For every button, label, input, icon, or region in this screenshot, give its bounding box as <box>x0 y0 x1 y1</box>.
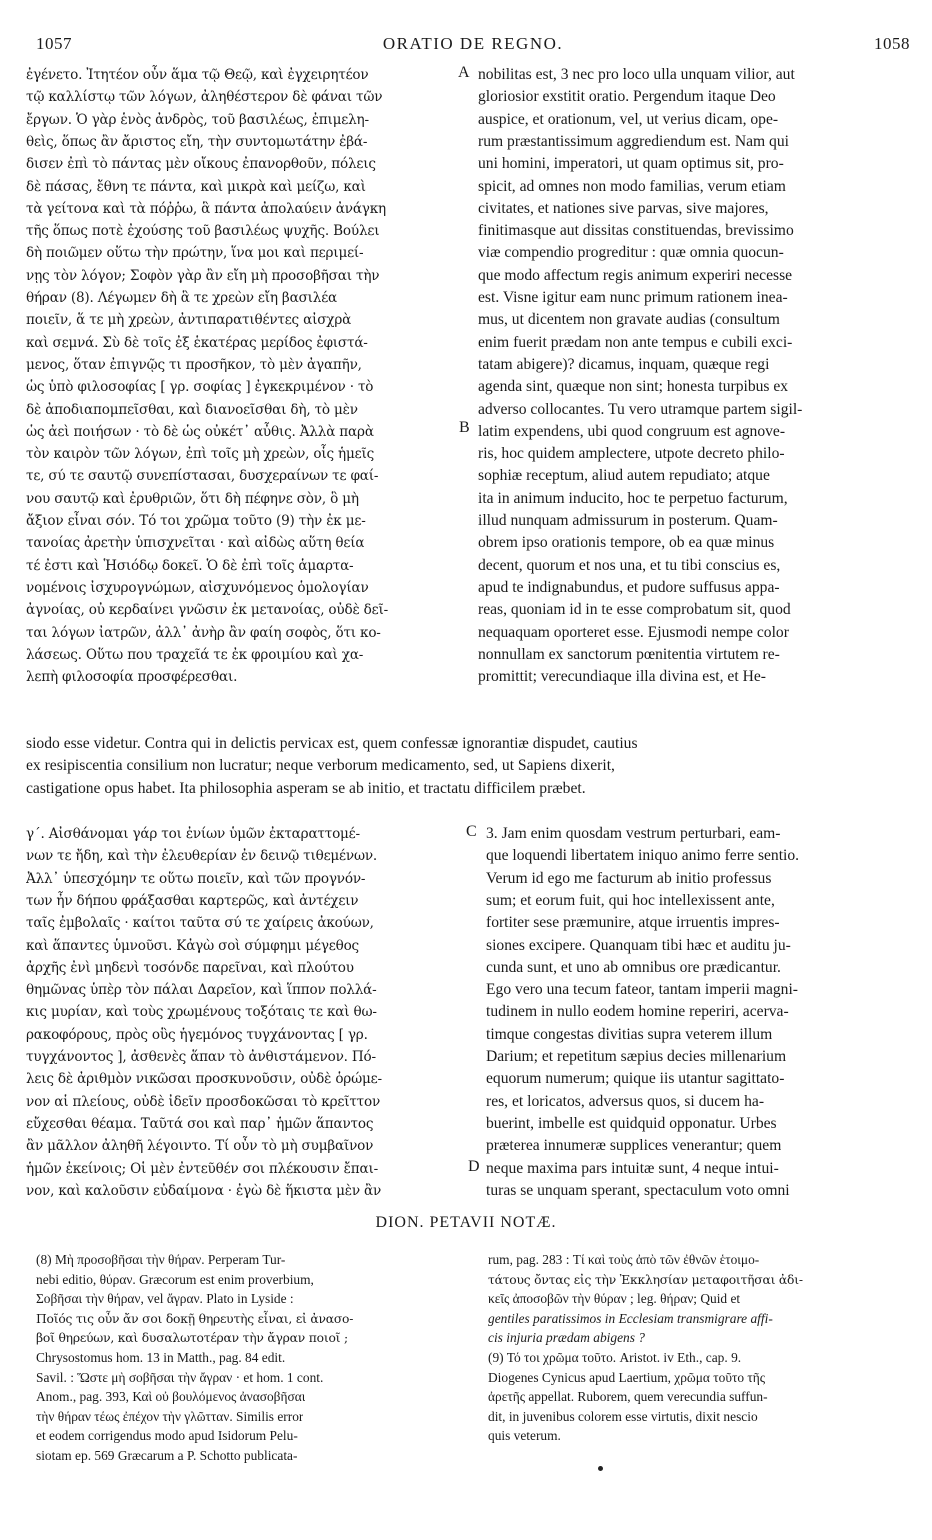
note-line: Savil. : Ὥστε μὴ σοβῆσαι τὴν ἄγραν · et hom. 1 cont. <box>36 1369 324 1385</box>
latin-line: præterea innumeræ supplices venerantur; quem <box>486 1137 782 1155</box>
latin-line: ita in animum inducito, hoc te perpetuo facturum, <box>478 489 788 507</box>
greek-line: κις μυρίαν, καὶ τοὺς χρωμένους τοξόταις τε καὶ θω- <box>26 1004 377 1021</box>
latin-line: agenda sint, quæque non sint; honesta turpibus ex <box>478 378 789 396</box>
latin-line: illud nunquam admissurum in posterum. Quam- <box>478 512 778 529</box>
latin-line: auspice, et orationum, vel, ut verius dicam, ope- <box>478 110 779 128</box>
latin-line: res, et loricatos, adversus quos, si ducem ha- <box>486 1092 765 1110</box>
latin-line: nobilitas est, 3 nec pro loco ulla unquam vilior, aut <box>478 66 795 83</box>
note-line: gentiles paratissimos in Ecclesiam transmigrare affi- <box>488 1310 773 1326</box>
latin-line: gloriosior exstitit oratio. Pergendum itaque Deo <box>478 88 776 106</box>
note-line: et eodem corrigendus modo apud Isidorum Pelu- <box>36 1428 298 1444</box>
latin-line: que loquendi libertatem iniquo animo ferre sentio. <box>486 847 800 865</box>
latin-line: cunda sunt, et uno ab omnibus ore prædicantur. <box>486 958 781 976</box>
greek-line: μενος, ὅταν ἐπιγνῷς τι προσῆκον, τὸ μὲν ἀγαπῆν, <box>26 356 362 373</box>
greek-line: ρακοφόρους, πρὸς οὓς ἡγεμόνος τυγχάνοντας [ γρ. <box>26 1026 368 1043</box>
greek-line: τὰ γείτονα καὶ τὰ πόῤῥω, ἃ πάντα ἀπολαύειν ἀνάγκη <box>26 200 386 217</box>
latin-line: est. Visne igitur eam nunc primum rationem inea- <box>478 289 788 306</box>
column-marker-b: B <box>459 419 470 436</box>
greek-line: θημῶνας ὑπὲρ τὸν πάλαι Δαρεῖον, καὶ ἵππον πολλά- <box>26 982 377 999</box>
latin-line: ris, hoc quidem amplectere, utpote decreto philo- <box>478 445 785 463</box>
latin-line: rum præstantissimum aggrediendum est. Nam qui <box>478 132 789 150</box>
greek-line: ἀρχῆς ἐνὶ μηδενὶ τοσόνδε παρεῖναι, καὶ πλούτου <box>26 959 354 976</box>
note-line: quis veterum. <box>488 1428 561 1444</box>
greek-line: καὶ ἅπαντες ὑμνοῦσι. Κἀγὼ σοὶ σύμφημι μέγεθος <box>26 937 359 954</box>
note-line: Ποῖός τις οὖν ἄν σοι δοκῇ θηρευτὴς εἶναι, εἰ ἀνασο- <box>36 1311 354 1326</box>
latin-line: viæ compendio progreditur : quæ omnia quocun- <box>478 244 784 262</box>
note-line: Diogenes Cynicus apud Laertium, χρῶμα τοῦτο τῆς <box>488 1369 766 1385</box>
latin-full-line: castigatione opus habet. Ita philosophia asperam se ab initio, et tractatu difficilem præbet. <box>26 779 586 797</box>
greek-line: νου σαυτῷ καὶ ἐρυθριῶν, ὅτι δὴ πέφηνε σὸν, ὃ μὴ <box>26 490 359 507</box>
running-header <box>36 34 910 58</box>
note-line: κεῖς ἀποσοβῶν τὴν θύραν ; leg. θήραν; Quid et <box>488 1291 741 1307</box>
latin-line: obrem ipso orationis tempore, ob ea quæ minus <box>478 534 775 552</box>
notes-title: DION. PETAVII NOTÆ. <box>375 1214 557 1231</box>
latin-line: buerint, imbelle est quidquid opponatur. Urbes <box>486 1114 777 1132</box>
greek-line: θεὶς, ὅπως ἂν ἄριστος εἴη, τὴν συντομωτάτην ἐβά- <box>26 133 368 150</box>
greek-line: τὸν καιρὸν τῶν λόγων, ἐπὶ τοῖς μὴ χρεὼν, οἷς ἡμεῖς <box>26 446 374 463</box>
latin-line: tatam abigere)? dicamus, inquam, quæque regi <box>478 355 770 373</box>
greek-line: ποιεῖν, ἅ τε μὴ χρεὼν, ἀντιπαρατιθέντες αἰσχρὰ <box>26 312 352 329</box>
greek-line: τυγχάνοντος ], ἀσθενὲς ἅπαν τὸ ἀνθιστάμενον. Πό- <box>26 1049 376 1065</box>
greek-line: των ἦν δήπου φράξασθαι καρτερῶς, καὶ ἀντέχειν <box>26 892 359 909</box>
greek-line: λεις δὲ ἀριθμὸν νικῶσαι προσκυνοῦσιν, οὐδὲ ὁρώμε- <box>26 1071 382 1088</box>
latin-line: enim fuerit prædam non ante tempus e cubili exci- <box>478 333 793 351</box>
greek-line: νων τε ἤδη, καὶ τὴν ἐλευθερίαν ἐν δεινῷ τιθεμένων. <box>26 848 378 865</box>
note-line: rum, pag. 283 : Τί καὶ τοὺς ἀπὸ τῶν ἐθνῶν ἑτοιμο- <box>488 1252 760 1267</box>
greek-line: ἡμῶν ἐκείνοις; Οἱ μὲν ἐντεῦθέν σοι πλέκουσιν ἔπαι- <box>26 1160 378 1177</box>
note-line: Chrysostomus hom. 13 in Matth., pag. 84 edit. <box>36 1350 286 1365</box>
note-line: Σοβῆσαι τὴν θήραν, vel ἄγραν. Plato in Lyside : <box>36 1291 294 1307</box>
greek-line: ὡς ὑπὸ φιλοσοφίας [ γρ. σοφίας ] ἐγκεκριμένον · τὸ <box>26 379 374 396</box>
latin-line: timque congestas divitias supra veterem illum <box>486 1025 773 1043</box>
latin-line: sophiæ receptum, aliud autem repudiato; atque <box>478 467 770 485</box>
note-line: τάτους ὄντας εἰς τὴν Ἐκκλησίαν μεταφοιτῆσαι ἀδι- <box>488 1272 803 1287</box>
greek-line: δὴ ποιῶμεν οὕτω τὴν πρώτην, ἵνα μοι καὶ περιμεί- <box>26 245 364 262</box>
note-line: dit, in juvenibus colorem esse virtutis, dixit nescio <box>488 1408 758 1424</box>
greek-line: τῷ καλλίστῳ τῶν λόγων, ἀληθέστερον δὲ φάναι τῶν <box>26 89 383 106</box>
greek-line: θήραν (8). Λέγωμεν δὴ ἃ τε χρεὼν εἴη βασιλέα <box>26 290 338 306</box>
latin-line: que modo affectum regis animum experiri necesse <box>478 266 793 284</box>
column-marker-d: D <box>468 1158 480 1175</box>
greek-line: τε, σύ τε σαυτῷ συνεπίστασαι, δυσχεραίνων τε φαί- <box>26 468 379 485</box>
note-line: ἀρετῆς appellat. Ruborem, quem verecundia suffun- <box>488 1389 768 1405</box>
latin-line: 3. Jam enim quosdam vestrum perturbari, eam- <box>486 825 781 842</box>
greek-line: τῆς ὅπως ποτὲ ἐχούσης τοῦ βασιλέως ψυχῆς. Βούλει <box>26 223 380 240</box>
greek-line: ἐγένετο. Ἰτητέον οὖν ἅμα τῷ Θεῷ, καὶ ἐγχειρητέον <box>26 67 369 83</box>
greek-line: λάσεως. Οὕτω που τραχεῖά τε ἐκ φροιμίου καὶ χα- <box>26 646 364 663</box>
greek-line: δισεν ἐπὶ τὸ πάντας μὲν οἴκους ἐπανορθοῦν, πόλεις <box>26 156 376 173</box>
right-page-number: 1058 <box>874 34 910 53</box>
greek-line: ὡς ἀεὶ ποιήσων · τὸ δὲ ὡς οὐκέτ᾽ αὖθις. Ἀλλὰ παρὰ <box>26 423 374 440</box>
latin-full-line: ex resipiscentia consilium non lucratur; neque verborum medicamento, sed, ut Sapiens dixerit, <box>26 757 615 775</box>
greek-line: νῃς τὸν λόγον; Σοφὸν γὰρ ἂν εἴη μὴ προσοβῆσαι τὴν <box>26 267 380 284</box>
greek-line: νομένοις ἰσχυρογνώμων, αἰσχυνόμενος ὁμολογίαν <box>26 579 369 596</box>
latin-line: promittit; verecundiaque illa divina est, et He- <box>478 668 766 686</box>
greek-line: ἔργων. Ὁ γὰρ ἑνὸς ἀνδρὸς, τοῦ βασιλέως, ἐπιμελη- <box>26 111 369 128</box>
latin-line: adverso collocantes. Tu vero utramque partem sigil- <box>478 400 803 418</box>
latin-line: reas, quoniam id in te esse comprobatum sit, quod <box>478 601 791 619</box>
greek-line: ἂν μᾶλλον ἀληθῆ λέγοιντο. Τί οὖν τὸ μὴ συμβαῖνον <box>26 1138 374 1155</box>
latin-line: fortiter sese præmunire, atque irruentis impres- <box>486 914 780 932</box>
running-title: ORATIO DE REGNO. <box>382 34 564 53</box>
greek-line: δὲ πάσας, ἔθνη τε πάντα, καὶ μικρὰ καὶ μείζω, καὶ <box>26 178 366 195</box>
note-line: Anom., pag. 393, Καὶ οὐ βουλόμενος ἀνασοβῆσαι <box>36 1389 306 1405</box>
greek-line: Ἀλλ᾽ ὑπεσχόμην τε οὕτω ποιεῖν, καὶ τῶν προγνόν- <box>26 870 366 887</box>
greek-line: λεπὴ φιλοσοφία προσφέρεσθαι. <box>26 669 238 686</box>
latin-line: siones excipere. Quanquam tibi hæc et auditu ju- <box>486 936 791 954</box>
latin-line: equorum numerum; quique iis utantur sagittato- <box>486 1070 785 1088</box>
greek-line: εὔχεσθαι θέαμα. Ταῦτά σοι καὶ παρ᾽ ἡμῶν ἅπαντος <box>26 1115 374 1132</box>
latin-line: latim expendens, ubi quod congruum est agnove- <box>478 422 786 440</box>
greek-line: τανοίας ἀρετὴν ὑπισχνεῖται · καὶ αἰδὼς αὕτη θεία <box>26 535 365 552</box>
latin-line: civitates, et nationes sive parvas, sive majores, <box>478 199 769 217</box>
column-marker-a: A <box>458 64 470 81</box>
column-marker-c: C <box>466 823 477 840</box>
latin-line: Darium; et repetitum sæpius decies millenarium <box>486 1048 787 1065</box>
latin-full-line: siodo esse videtur. Contra qui in delictis pervicax est, quem confessæ ignorantiæ dispudet, cautius <box>26 735 638 752</box>
note-line: cis injuria prædam abigens ? <box>488 1330 645 1346</box>
latin-line: tudinem in nullo eodem homine reperiri, acerva- <box>486 1003 789 1021</box>
note-line: siotam ep. 569 Græcarum a P. Schotto publicata- <box>36 1448 298 1463</box>
greek-line: δὲ ἀποδιαπομπεῖσθαι, καὶ διανοεῖσθαι δὴ, τὸ μὲν <box>26 401 358 418</box>
greek-line: ταῖς ἐμβολαῖς · καίτοι ταῦτα σύ τε χαίρεις ἀκούων, <box>26 915 374 932</box>
greek-line: γ΄. Αἰσθάνομαι γάρ τοι ἐνίων ὑμῶν ἐκταραττομέ- <box>26 826 360 842</box>
greek-line: νον, καὶ καλοῦσιν εὐδαίμονα · ἐγὼ δὲ ἥκιστα μὲν ἂν <box>26 1182 382 1199</box>
note-line: τὴν θήραν τέως ἐπέχον τὴν γλῶτταν. Similis error <box>36 1408 304 1424</box>
note-line: (9) Τό τοι χρῶμα τοῦτο. Aristot. iv Eth., cap. 9. <box>488 1350 742 1365</box>
note-line: βοῖ θηρεύων, καὶ δυσαλωτοτέραν τὴν ἄγραν ποιοῖ ; <box>36 1331 348 1346</box>
latin-line: turas se unquam sperant, spectaculum voto omni <box>486 1181 790 1199</box>
note-line: (8) Μὴ προσοβῆσαι τὴν θήραν. Perperam Tur- <box>36 1252 286 1267</box>
greek-line: νον αἱ πλείους, οὐδὲ ἰδεῖν προσδοκῶσαι τὸ κρεῖττον <box>26 1093 381 1110</box>
page-dot <box>598 1466 603 1471</box>
latin-line: mus, ut dicentem non gravate audias (consultum <box>478 311 780 329</box>
greek-line: ἄξιον εἶναι σόν. Τό τοι χρῶμα τοῦτο (9) τὴν ἐκ με- <box>26 513 366 529</box>
note-line: nebi editio, θύραν. Græcorum est enim proverbium, <box>36 1271 314 1287</box>
latin-line: sum; et eorum fuit, qui hoc intellexissent ante, <box>486 891 775 909</box>
greek-line: καὶ σεμνά. Σὺ δὲ τοῖς ἐξ ἑκατέρας μερίδος ἐφιστά- <box>26 334 368 351</box>
greek-line: ται λόγων ἰατρῶν, ἀλλ᾽ ἀνὴρ ἂν φαίη σοφὸς, ὅτι κο- <box>26 624 381 641</box>
latin-line: nequaquam oporteret esse. Ejusmodi nempe color <box>478 623 789 641</box>
latin-line: uni homini, imperatori, ut quam optimus sit, pro- <box>478 155 784 173</box>
greek-line: τέ ἐστι καὶ Ἡσιόδῳ δοκεῖ. Ὁ δὲ ἐπὶ τοῖς ἁμαρτα- <box>26 557 354 574</box>
latin-line: Ego vero una tecum fateor, tantam imperii magni- <box>486 981 799 999</box>
latin-line: Verum id ego me facturum ab initio professus <box>486 869 772 887</box>
latin-line: apud te indignabundus, et pudore suffusus appa- <box>478 578 780 596</box>
latin-line: spicit, ad omnes non modo familias, verum etiam <box>478 177 786 195</box>
latin-line: finitimasque aut dissitas constituendas, brevissimo <box>478 222 794 240</box>
latin-line: decent, quorum et nos una, et tu tibi conscius es, <box>478 556 781 574</box>
latin-line: neque maxima pars intuitæ sunt, 4 neque intui- <box>486 1159 779 1177</box>
greek-line: ἀγνοίας, οὐ κερδαίνει γνῶσιν ἐκ μετανοίας, οὐδὲ δεῖ- <box>26 602 389 619</box>
latin-line: nonnullam ex sanctorum pœnitentia virtutem re- <box>478 645 780 663</box>
left-page-number: 1057 <box>36 34 72 53</box>
